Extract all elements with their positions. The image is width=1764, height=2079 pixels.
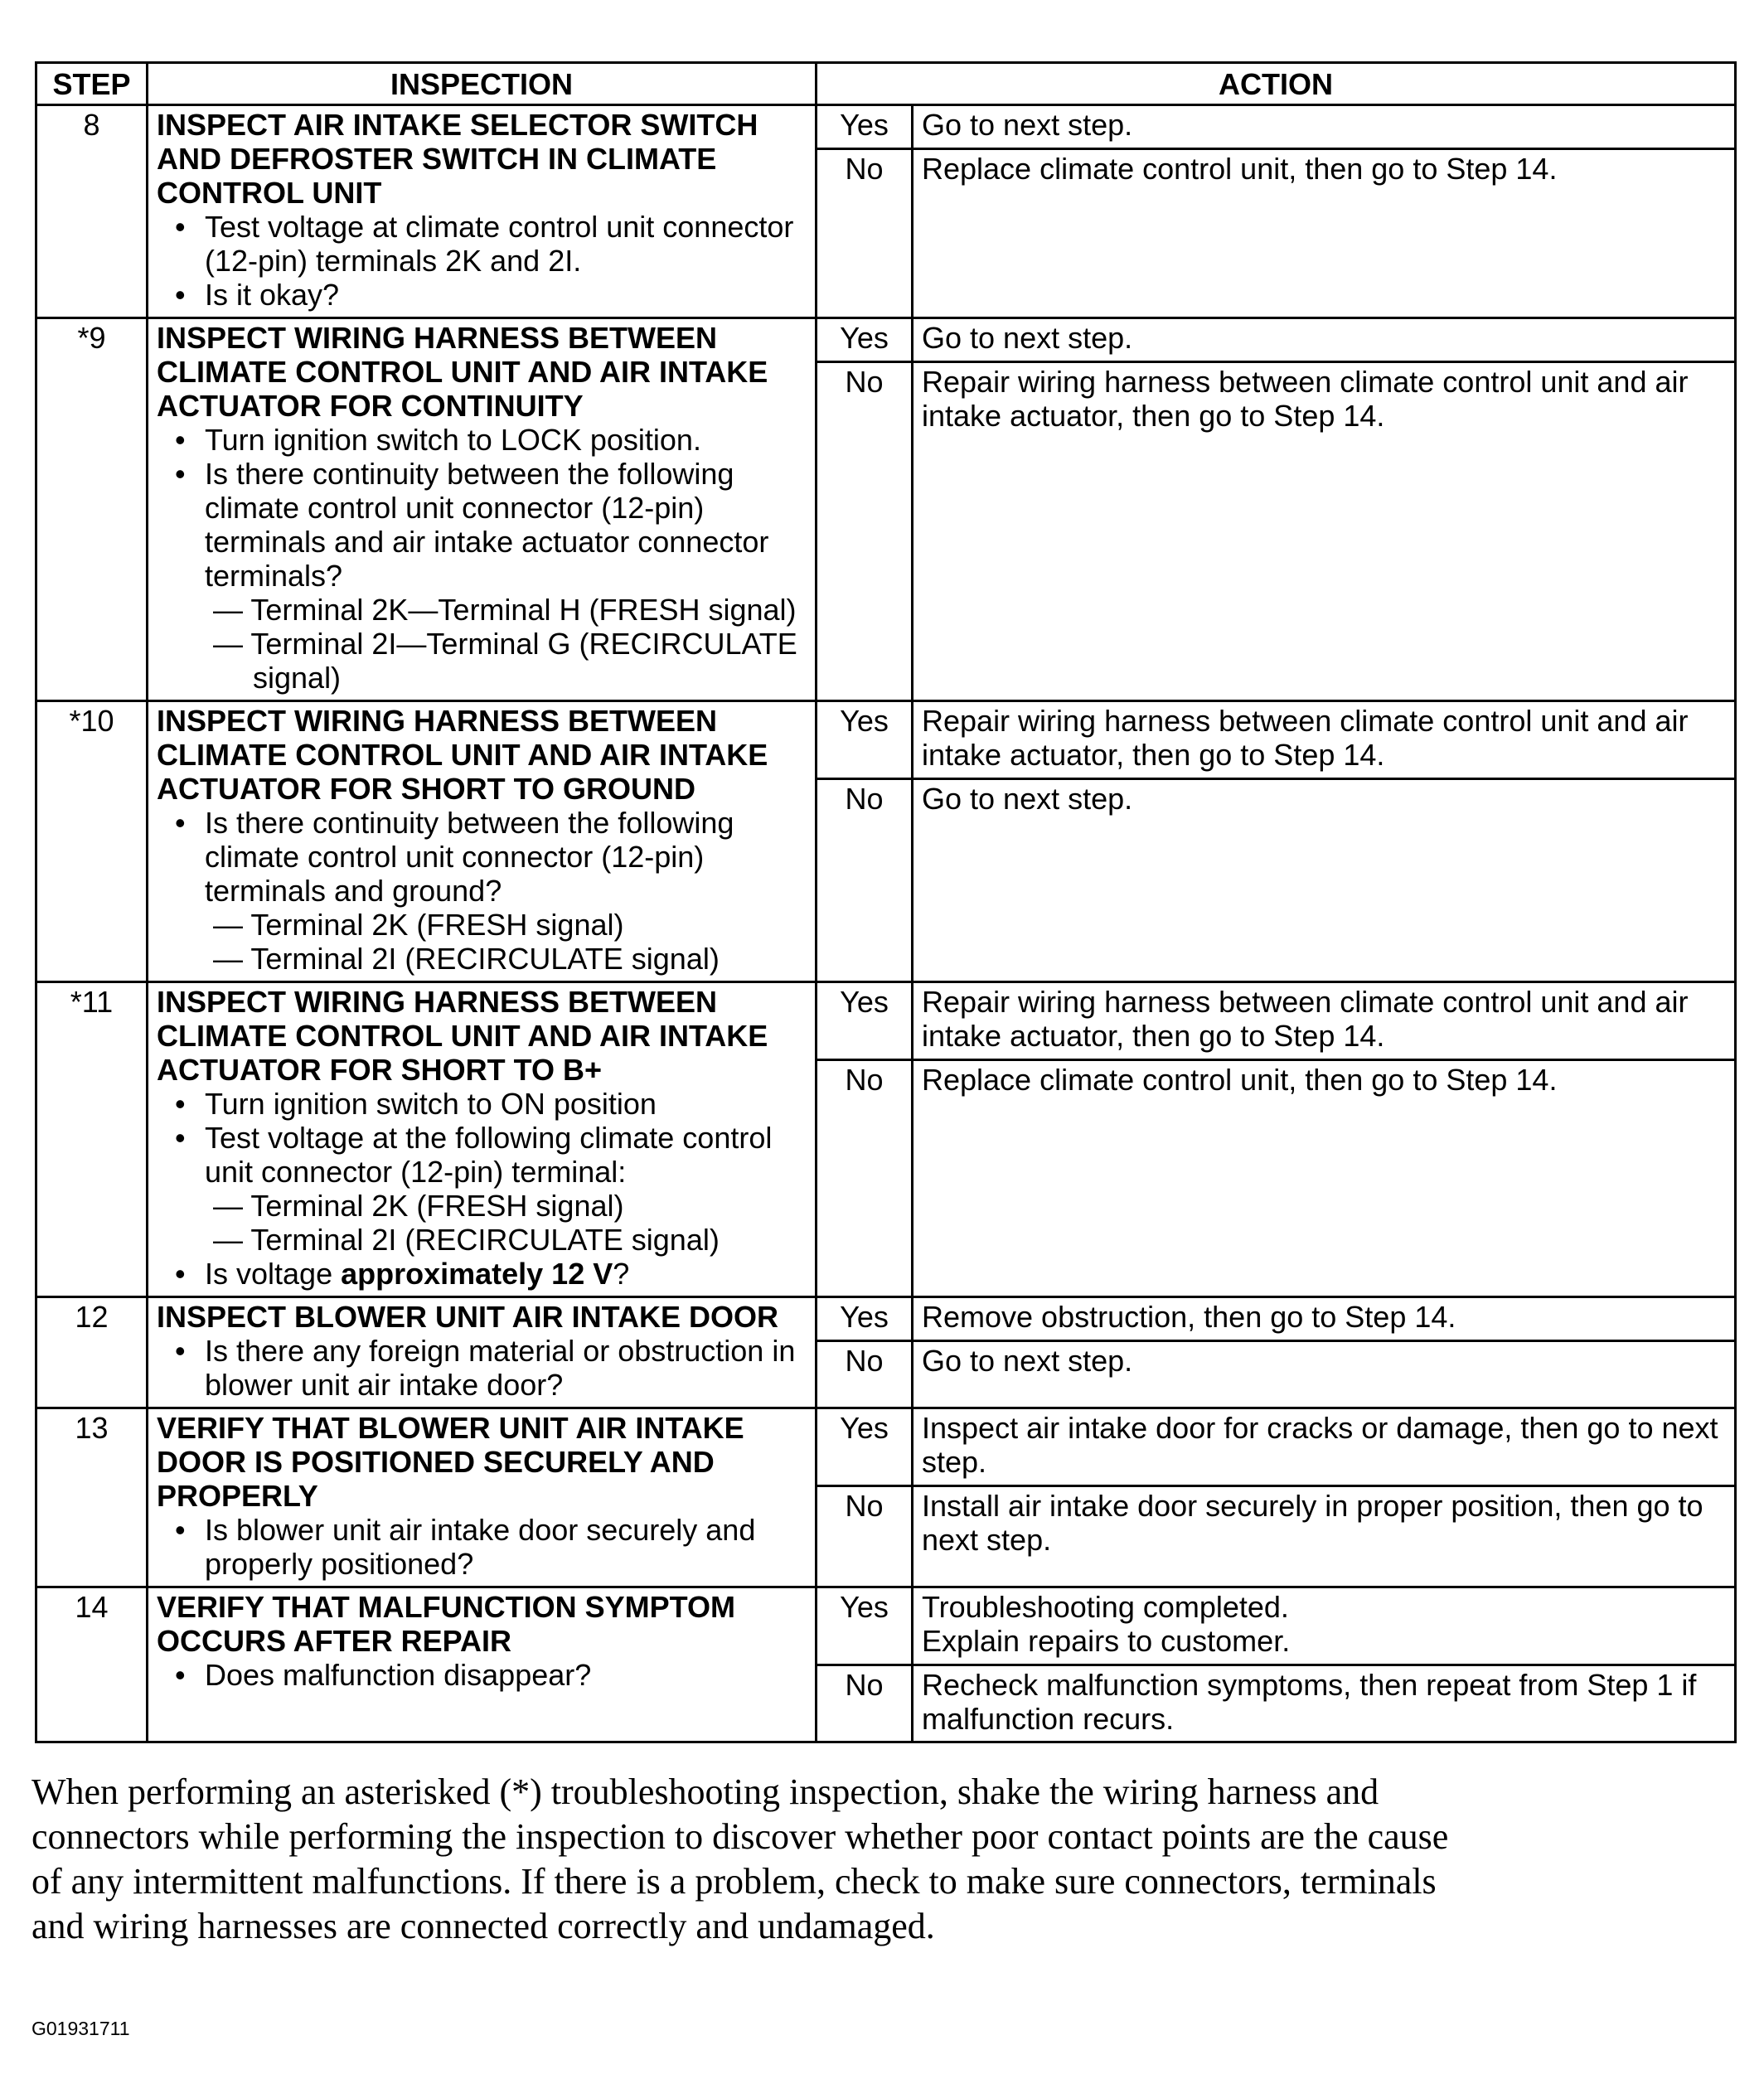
yes-action-line: Explain repairs to customer. bbox=[922, 1624, 1291, 1658]
bullet-item: • Is it okay? bbox=[157, 278, 807, 312]
no-action: Go to next step. bbox=[913, 779, 1736, 982]
bullet-item bbox=[157, 806, 807, 976]
yes-action: Remove obstruction, then go to Step 14. bbox=[913, 1297, 1736, 1341]
inspection-cell bbox=[148, 701, 817, 982]
step-number: 8 bbox=[36, 105, 148, 318]
inspection-bullets bbox=[157, 1334, 807, 1402]
table-header-row bbox=[36, 63, 1736, 105]
inspection-bullets bbox=[157, 1087, 807, 1291]
yes-action-line: Troubleshooting completed. bbox=[922, 1590, 1289, 1624]
no-label: No bbox=[817, 1665, 913, 1742]
inspection-bullets bbox=[157, 1658, 807, 1692]
terminal-subitem: — Terminal 2I—Terminal G (RECIRCULATE signal) bbox=[213, 627, 797, 695]
bullet-item: • Test voltage at climate control unit connector (12-pin) terminals 2K and 2I. bbox=[157, 210, 807, 278]
bullet-item: • Turn ignition switch to ON position bbox=[157, 1087, 807, 1121]
yes-label: Yes bbox=[817, 1587, 913, 1665]
terminal-subitem: — Terminal 2K (FRESH signal) bbox=[213, 1189, 624, 1223]
yes-action: Go to next step. bbox=[913, 318, 1736, 362]
no-label: No bbox=[817, 1060, 913, 1297]
inspection-cell bbox=[148, 1297, 817, 1408]
yes-action: Inspect air intake door for cracks or damage, then go to next step. bbox=[913, 1408, 1736, 1486]
inspection-title: INSPECT WIRING HARNESS BETWEEN CLIMATE CONTROL UNIT AND AIR INTAKE ACTUATOR FOR CONTINUITY bbox=[157, 321, 768, 423]
bullet-text-end: ? bbox=[613, 1257, 630, 1291]
no-action: Replace climate control unit, then go to Step 14. bbox=[913, 1060, 1736, 1297]
yes-action: Repair wiring harness between climate control unit and air intake actuator, then go to Step 14. bbox=[913, 701, 1736, 779]
no-label: No bbox=[817, 1341, 913, 1408]
inspection-title: VERIFY THAT MALFUNCTION SYMPTOM OCCURS AFTER REPAIR bbox=[157, 1590, 735, 1658]
table-row bbox=[36, 1408, 1736, 1486]
table-row bbox=[36, 1587, 1736, 1665]
terminal-subitem: — Terminal 2I (RECIRCULATE signal) bbox=[213, 942, 720, 976]
step-number: *9 bbox=[36, 318, 148, 701]
table-row bbox=[36, 105, 1736, 149]
inspection-bullets bbox=[157, 1513, 807, 1581]
yes-label: Yes bbox=[817, 982, 913, 1060]
bullet-item bbox=[157, 1257, 807, 1291]
yes-action: Go to next step. bbox=[913, 105, 1736, 149]
figure-id: G01931711 bbox=[32, 2018, 130, 2039]
inspection-bullets bbox=[157, 806, 807, 976]
terminal-subitem: — Terminal 2K—Terminal H (FRESH signal) bbox=[213, 593, 797, 627]
terminal-subitem: — Terminal 2I (RECIRCULATE signal) bbox=[213, 1223, 720, 1257]
bullet-text: Is there continuity between the following climate control unit connector (12-pin) terminals and air intake actuator connector terminals? bbox=[205, 457, 769, 593]
table-row bbox=[36, 701, 1736, 779]
inspection-title: INSPECT BLOWER UNIT AIR INTAKE DOOR bbox=[157, 1300, 778, 1334]
table-row bbox=[36, 982, 1736, 1060]
bullet-item bbox=[157, 1121, 807, 1257]
troubleshooting-table bbox=[35, 61, 1737, 1743]
step-number: *11 bbox=[36, 982, 148, 1297]
bullet-text: Is there continuity between the following climate control unit connector (12-pin) terminals and ground? bbox=[205, 806, 734, 908]
bullet-text: Test voltage at the following climate control unit connector (12-pin) terminal: bbox=[205, 1121, 773, 1189]
inspection-bullets bbox=[157, 210, 807, 312]
no-action: Repair wiring harness between climate control unit and air intake actuator, then go to Step 14. bbox=[913, 362, 1736, 701]
bullet-item: • Is blower unit air intake door securely and properly positioned? bbox=[157, 1513, 807, 1581]
step-number: 12 bbox=[36, 1297, 148, 1408]
asterisk-footnote: When performing an asterisked (*) troubleshooting inspection, shake the wiring harness and connectors while performing the inspection to discover whether poor contact points are the cause of any intermittent malfunctions. If there is a problem, check to make sure connectors, terminals and wiring harnesses are connected correctly and undamaged. bbox=[32, 1771, 1449, 1946]
inspection-cell bbox=[148, 105, 817, 318]
terminal-subitem: — Terminal 2K (FRESH signal) bbox=[213, 908, 624, 942]
no-label: No bbox=[817, 779, 913, 982]
no-label: No bbox=[817, 149, 913, 318]
inspection-cell bbox=[148, 318, 817, 701]
no-action: Recheck malfunction symptoms, then repeat from Step 1 if malfunction recurs. bbox=[913, 1665, 1736, 1742]
no-action: Replace climate control unit, then go to Step 14. bbox=[913, 149, 1736, 318]
bullet-item bbox=[157, 457, 807, 695]
no-action: Install air intake door securely in proper position, then go to next step. bbox=[913, 1486, 1736, 1587]
no-label: No bbox=[817, 362, 913, 701]
yes-label: Yes bbox=[817, 318, 913, 362]
inspection-bullets bbox=[157, 423, 807, 695]
yes-label: Yes bbox=[817, 105, 913, 149]
inspection-title: INSPECT AIR INTAKE SELECTOR SWITCH AND DEFROSTER SWITCH IN CLIMATE CONTROL UNIT bbox=[157, 108, 758, 210]
yes-label: Yes bbox=[817, 1408, 913, 1486]
inspection-cell bbox=[148, 982, 817, 1297]
action-header: ACTION bbox=[817, 63, 1736, 105]
step-number: *10 bbox=[36, 701, 148, 982]
yes-label: Yes bbox=[817, 701, 913, 779]
yes-action bbox=[913, 1587, 1736, 1665]
step-header: STEP bbox=[36, 63, 148, 105]
inspection-title: VERIFY THAT BLOWER UNIT AIR INTAKE DOOR IS POSITIONED SECURELY AND PROPERLY bbox=[157, 1411, 744, 1513]
bullet-text: Is voltage bbox=[205, 1257, 342, 1291]
voltage-value: approximately 12 V bbox=[341, 1257, 613, 1291]
inspection-title: INSPECT WIRING HARNESS BETWEEN CLIMATE CONTROL UNIT AND AIR INTAKE ACTUATOR FOR SHORT TO B+ bbox=[157, 985, 768, 1087]
inspection-cell bbox=[148, 1408, 817, 1587]
bullet-item: • Is there any foreign material or obstruction in blower unit air intake door? bbox=[157, 1334, 807, 1402]
no-label: No bbox=[817, 1486, 913, 1587]
step-number: 13 bbox=[36, 1408, 148, 1587]
yes-action: Repair wiring harness between climate control unit and air intake actuator, then go to Step 14. bbox=[913, 982, 1736, 1060]
table-row bbox=[36, 1297, 1736, 1341]
bullet-item: • Turn ignition switch to LOCK position. bbox=[157, 423, 807, 457]
bullet-item: • Does malfunction disappear? bbox=[157, 1658, 807, 1692]
inspection-header: INSPECTION bbox=[148, 63, 817, 105]
inspection-title: INSPECT WIRING HARNESS BETWEEN CLIMATE CONTROL UNIT AND AIR INTAKE ACTUATOR FOR SHORT TO GROUND bbox=[157, 704, 768, 806]
no-action: Go to next step. bbox=[913, 1341, 1736, 1408]
yes-label: Yes bbox=[817, 1297, 913, 1341]
inspection-cell bbox=[148, 1587, 817, 1742]
step-number: 14 bbox=[36, 1587, 148, 1742]
table-row bbox=[36, 318, 1736, 362]
